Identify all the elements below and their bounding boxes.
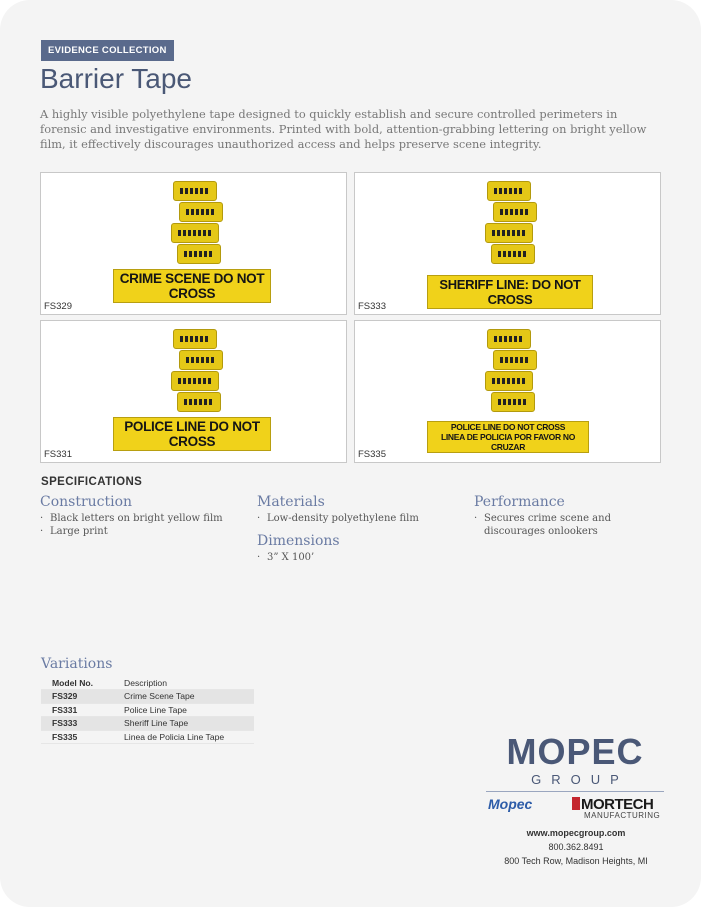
banner-line-1: POLICE LINE DO NOT CROSS <box>450 422 566 432</box>
model-description: Police Line Tape <box>113 703 254 717</box>
product-card-fs331 <box>40 320 347 463</box>
contact-info <box>476 826 676 868</box>
model-no: FS331 <box>41 703 113 717</box>
specifications-heading: SPECIFICATIONS <box>41 476 143 488</box>
variations-table <box>41 676 254 744</box>
spec-item: · 3” X 100’ <box>257 551 447 564</box>
product-code: FS329 <box>44 301 72 312</box>
product-description: A highly visible polyethylene tape designed to quickly establish and secure controlled perimeters in forensic and investigative environments. Printed with bold, attention-grabbing lettering on bright yellow film, it effectively discourages unauthorized access and helps preserve scene integrity. <box>40 107 647 151</box>
spec-construction <box>40 494 230 538</box>
table-row <box>41 717 254 731</box>
product-code: FS331 <box>44 449 72 460</box>
table-header: Model No. <box>41 676 113 690</box>
mortech-wordmark: MORTECH <box>581 796 654 813</box>
spec-item: · Secures crime scene and discourages onlookers <box>474 512 634 538</box>
model-no: FS329 <box>41 690 113 704</box>
product-card-fs329 <box>40 172 347 315</box>
spec-title: Construction <box>40 494 133 510</box>
variations-heading: Variations <box>41 656 113 672</box>
product-code: FS335 <box>358 449 386 460</box>
tape-rolls-image <box>483 329 539 413</box>
table-row <box>41 730 254 744</box>
model-no: FS335 <box>41 730 113 744</box>
mortech-tagline: MANUFACTURING <box>584 811 661 820</box>
website-link[interactable]: www.mopecgroup.com <box>526 828 626 838</box>
table-header-row <box>41 676 254 690</box>
product-image-grid <box>40 172 662 463</box>
product-code: FS333 <box>358 301 386 312</box>
spec-item: · Low-density polyethylene film <box>257 512 447 525</box>
tape-banner: CRIME SCENE DO NOT CROSS <box>113 269 271 303</box>
address: 800 Tech Row, Madison Heights, MI <box>504 856 648 866</box>
spec-materials <box>257 494 447 564</box>
table-row <box>41 703 254 717</box>
product-card-fs333 <box>354 172 661 315</box>
mortech-mark-icon <box>572 797 580 810</box>
spec-item: · Large print <box>40 525 230 538</box>
tape-rolls-image <box>483 181 539 265</box>
table-header: Description <box>113 676 254 690</box>
logo-group-text: GROUP <box>486 772 664 792</box>
tape-rolls-image <box>169 181 225 265</box>
category-tag: EVIDENCE COLLECTION <box>41 40 174 61</box>
phone-number: 800.362.8491 <box>548 842 604 852</box>
model-no: FS333 <box>41 717 113 731</box>
spec-performance <box>474 494 634 538</box>
tape-banner: POLICE LINE DO NOT CROSS <box>113 417 271 451</box>
tape-banner: SHERIFF LINE: DO NOT CROSS <box>427 275 593 309</box>
table-row <box>41 690 254 704</box>
spec-title: Materials <box>257 494 325 510</box>
banner-line-2: LINEA DE POLICIA POR FAVOR NO CRUZAR <box>440 432 576 452</box>
model-description: Sheriff Line Tape <box>113 717 254 731</box>
product-card-fs335 <box>354 320 661 463</box>
spec-title: Dimensions <box>257 533 340 549</box>
model-description: Crime Scene Tape <box>113 690 254 704</box>
mopec-group-logo <box>486 732 664 792</box>
tape-rolls-image <box>169 329 225 413</box>
page-title: Barrier Tape <box>40 63 193 94</box>
spec-title: Performance <box>474 494 565 510</box>
sub-brand-logos <box>486 796 664 820</box>
tape-banner <box>427 421 589 453</box>
model-description: Linea de Policia Line Tape <box>113 730 254 744</box>
mopec-logo: Mopec <box>488 796 533 812</box>
spec-item: · Black letters on bright yellow film <box>40 512 230 525</box>
logo-wordmark: MOPEC <box>506 731 644 772</box>
